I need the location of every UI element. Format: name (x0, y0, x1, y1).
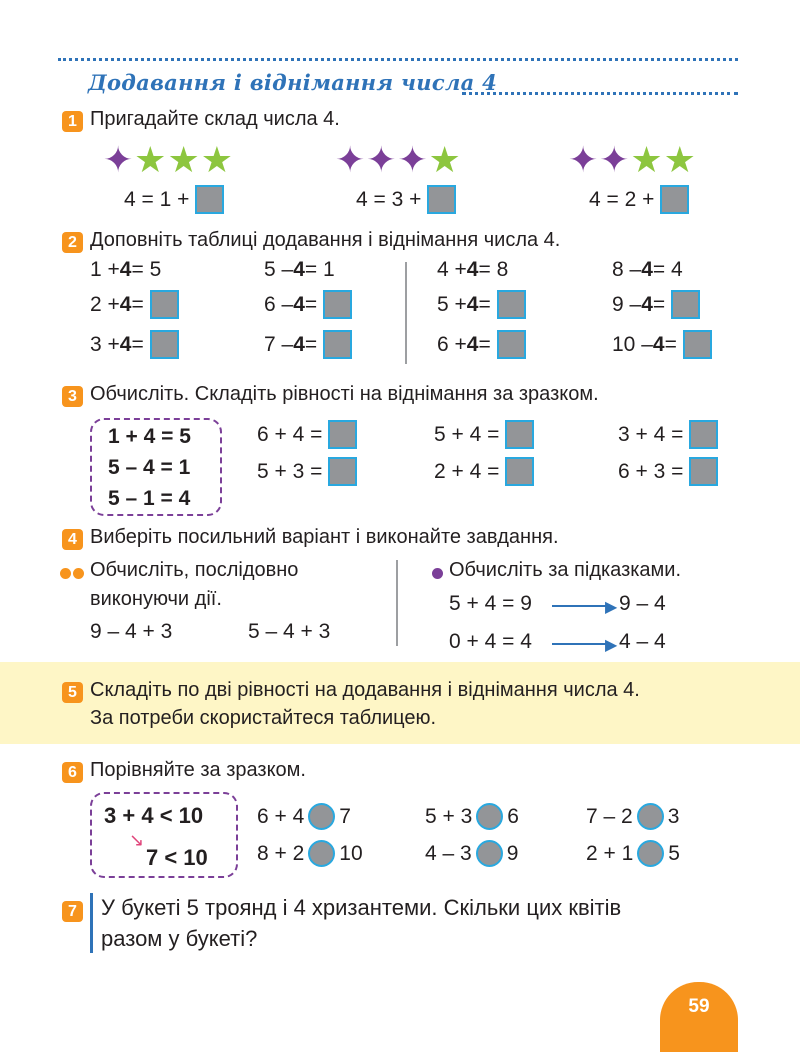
arrow-line (552, 643, 610, 645)
task4-left-expr-2: 5 – 4 + 3 (248, 620, 331, 643)
answer-box[interactable] (689, 457, 718, 486)
task1-equation-1: 4 = 1 + (124, 185, 224, 214)
task-number-5: 5 (62, 682, 83, 703)
task4-right-res-2: 4 – 4 (619, 630, 666, 653)
task2-row1-col2: 5 – 4 = 1 (264, 258, 335, 281)
star-group-1 (103, 139, 234, 180)
task4-right-text: Обчисліть за підказками. (449, 559, 682, 581)
compare-circle[interactable] (308, 840, 335, 867)
task1-equation-2: 4 = 3 + (356, 185, 456, 214)
answer-box[interactable] (195, 185, 224, 214)
star-icon: ★ (630, 139, 663, 180)
task4-right-res-1: 9 – 4 (619, 592, 666, 615)
highlight-band (0, 662, 800, 744)
star-icon: ★ (167, 139, 200, 180)
task-number-4: 4 (62, 529, 83, 550)
answer-box[interactable] (689, 420, 718, 449)
task3-text: Обчисліть. Складіть рівності на віднімання за зразком. (90, 383, 599, 405)
compare-item-6: 2 + 1 5 (586, 840, 680, 867)
answer-box[interactable] (505, 420, 534, 449)
task1-equation-3: 4 = 2 + (589, 185, 689, 214)
compare-item-2: 5 + 3 6 (425, 803, 519, 830)
task4-divider (396, 560, 398, 646)
task-number-3: 3 (62, 386, 83, 407)
star-icon: ✦ (366, 139, 397, 180)
star-icon: ✦ (568, 139, 599, 180)
task2-row3-col4: 10 – 4 = (612, 330, 712, 359)
star-icon: ★ (134, 139, 167, 180)
compare-circle[interactable] (476, 840, 503, 867)
task4-left-text-1: Обчисліть, послідовно (90, 559, 299, 581)
answer-box[interactable] (323, 330, 352, 359)
task2-row1-col4: 8 – 4 = 4 (612, 258, 683, 281)
task2-row3-col1: 3 + 4 = (90, 330, 179, 359)
task2-text: Доповніть таблиці додавання і віднімання числа 4. (90, 229, 561, 251)
purple-dot-icon (432, 568, 443, 579)
task2-row1-col3: 4 + 4 = 8 (437, 258, 509, 281)
answer-box[interactable] (497, 330, 526, 359)
star-icon: ★ (428, 139, 461, 180)
task-number-6: 6 (62, 762, 83, 783)
task-number-1: 1 (62, 111, 83, 132)
star-icon: ✦ (599, 139, 630, 180)
answer-box[interactable] (323, 290, 352, 319)
compare-circle[interactable] (637, 840, 664, 867)
task2-row2-col2: 6 – 4 = (264, 290, 352, 319)
task-number-7: 7 (62, 901, 83, 922)
task3-item-2: 5 + 4 = (434, 420, 534, 449)
table-divider (405, 262, 407, 364)
task5-line-1: Складіть по дві рівності на додавання і віднімання числа 4. (90, 679, 640, 701)
orange-dot-icon (73, 568, 84, 579)
compare-item-3: 7 – 2 3 (586, 803, 679, 830)
compare-circle[interactable] (308, 803, 335, 830)
task3-item-6: 6 + 3 = (618, 457, 718, 486)
task2-row2-col3: 5 + 4 = (437, 290, 526, 319)
header-dotted-line-right (462, 92, 738, 95)
orange-dot-icon (60, 568, 71, 579)
answer-box[interactable] (328, 457, 357, 486)
arrow-line (552, 605, 610, 607)
answer-box[interactable] (328, 420, 357, 449)
task7-margin-line (90, 893, 93, 953)
task4-right-eq-2: 0 + 4 = 4 (449, 630, 532, 653)
answer-box[interactable] (671, 290, 700, 319)
task2-row2-col1: 2 + 4 = (90, 290, 179, 319)
answer-box[interactable] (497, 290, 526, 319)
compare-example-top: 3 + 4 < 10 (104, 803, 204, 828)
hint-arrow-icon: ↘ (129, 830, 145, 850)
arrow-icon: ▶ (605, 637, 618, 654)
compare-item-4: 8 + 2 10 (257, 840, 363, 867)
star-icon: ✦ (103, 139, 134, 180)
task2-row2-col4: 9 – 4 = (612, 290, 700, 319)
example-line-2: 5 – 4 = 1 (108, 456, 191, 479)
star-icon: ✦ (397, 139, 428, 180)
task6-text: Порівняйте за зразком. (90, 759, 306, 781)
answer-box[interactable] (683, 330, 712, 359)
arrow-icon: ▶ (605, 599, 618, 616)
star-group-2 (335, 139, 461, 180)
task1-text: Пригадайте склад числа 4. (90, 108, 340, 130)
task4-left-text-2: виконуючи дії. (90, 588, 222, 610)
compare-circle[interactable] (637, 803, 664, 830)
task2-row1-col1: 1 + 4 = 5 (90, 258, 162, 281)
answer-box[interactable] (505, 457, 534, 486)
task5-line-2: За потреби скористайтеся таблицею. (90, 707, 437, 729)
difficulty-bullets-two (60, 566, 84, 584)
page-number: 59 (660, 982, 738, 1052)
star-group-3 (568, 139, 696, 180)
header-dotted-line-top (58, 58, 738, 61)
task2-row3-col3: 6 + 4 = (437, 330, 526, 359)
difficulty-bullet-one (432, 566, 443, 584)
task3-item-1: 6 + 4 = (257, 420, 357, 449)
star-icon: ★ (200, 139, 234, 180)
star-icon: ★ (663, 139, 696, 180)
compare-example-bottom: 7 < 10 (146, 845, 208, 870)
task3-item-5: 2 + 4 = (434, 457, 534, 486)
task7-line-2: разом у букеті? (101, 926, 258, 951)
answer-box[interactable] (660, 185, 689, 214)
task3-item-4: 5 + 3 = (257, 457, 357, 486)
star-icon: ✦ (335, 139, 366, 180)
task4-right-eq-1: 5 + 4 = 9 (449, 592, 532, 615)
task4-text: Виберіть посильний варіант і виконайте завдання. (90, 526, 559, 548)
compare-item-5: 4 – 3 9 (425, 840, 518, 867)
section-title: Додавання і віднімання числа 4 (88, 70, 498, 95)
task3-item-3: 3 + 4 = (618, 420, 718, 449)
example-line-1: 1 + 4 = 5 (108, 425, 191, 448)
compare-circle[interactable] (476, 803, 503, 830)
task7-line-1: У букеті 5 троянд і 4 хризантеми. Скільки цих квітів (101, 895, 622, 920)
task2-row3-col2: 7 – 4 = (264, 330, 352, 359)
answer-box[interactable] (150, 290, 179, 319)
example-line-3: 5 – 1 = 4 (108, 487, 191, 510)
task4-left-expr-1: 9 – 4 + 3 (90, 620, 173, 643)
compare-item-1: 6 + 4 7 (257, 803, 351, 830)
task-number-2: 2 (62, 232, 83, 253)
answer-box[interactable] (427, 185, 456, 214)
answer-box[interactable] (150, 330, 179, 359)
